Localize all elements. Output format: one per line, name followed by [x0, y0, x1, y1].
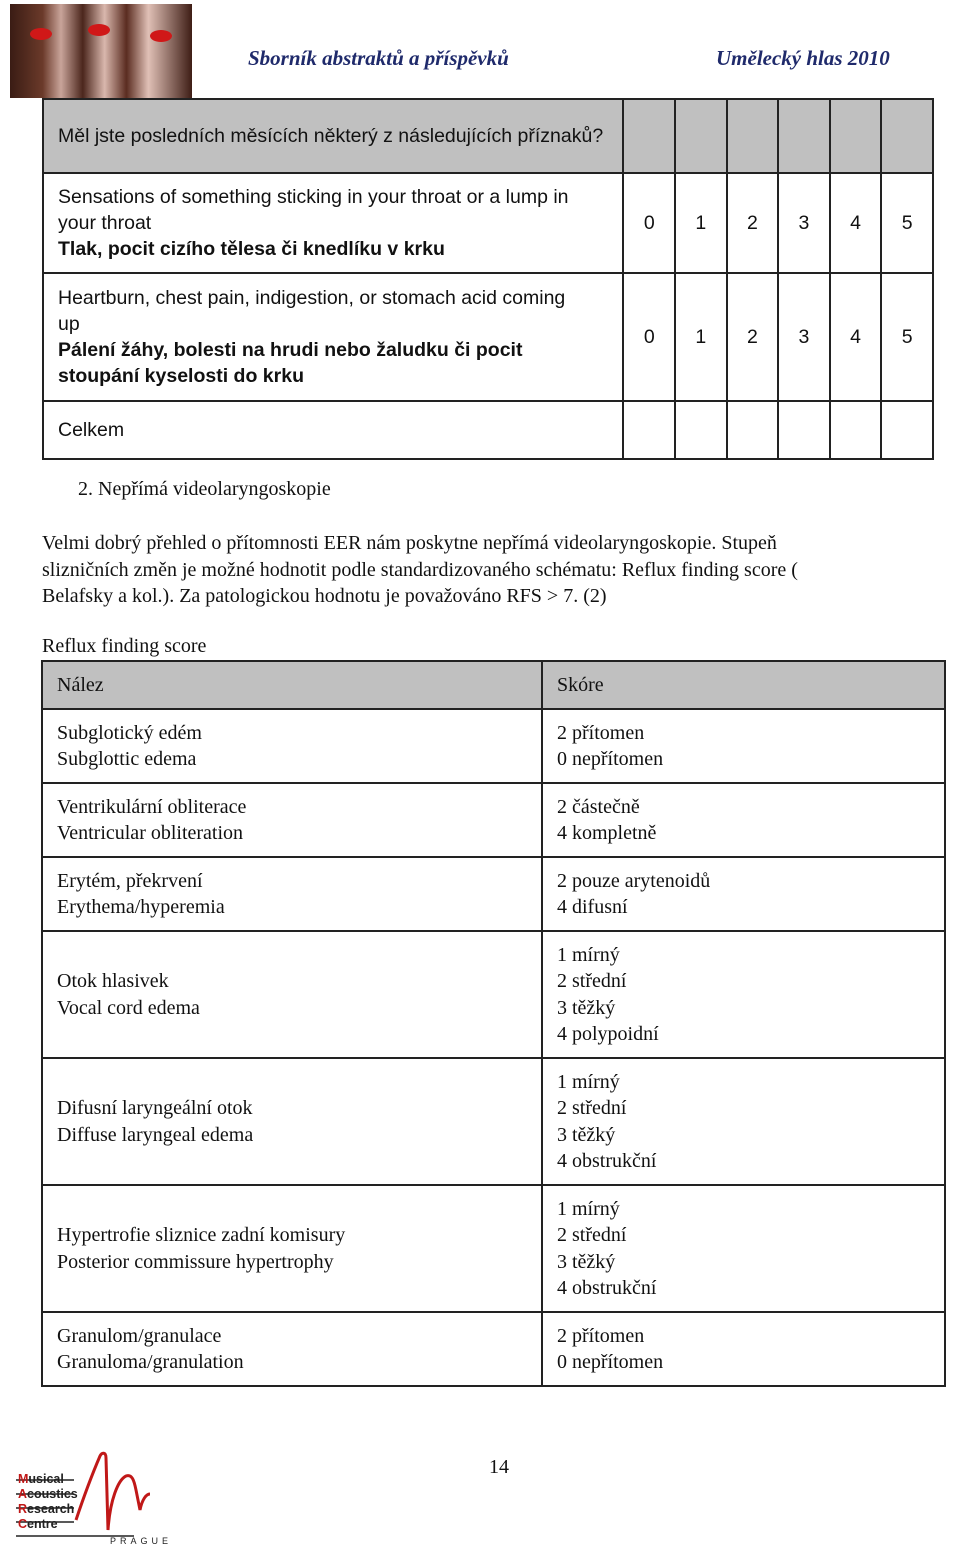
- column-header: Skóre: [542, 661, 945, 709]
- logo-word: Acoustics: [18, 1487, 78, 1501]
- table-row: [43, 99, 933, 173]
- table-caption: Reflux finding score: [42, 635, 207, 657]
- score-option: 0: [623, 273, 675, 401]
- score-cell: 2 přítomen 0 nepřítomen: [542, 1312, 945, 1386]
- table-row: [42, 709, 945, 783]
- score-option: 0: [623, 173, 675, 273]
- question-cell: Měl jste posledních měsících některý z následujících příznaků?: [43, 99, 623, 173]
- score-cell: 1 mírný 2 střední 3 těžký 4 obstrukční: [542, 1185, 945, 1312]
- header-title-right: Umělecký hlas 2010: [716, 46, 890, 70]
- section-heading: 2. Nepřímá videolaryngoskopie: [78, 478, 331, 500]
- finding-cell: Difusní laryngeální otok Diffuse laryngeal edema: [42, 1058, 542, 1185]
- lips-decoration: [88, 24, 110, 36]
- table-row: [42, 1058, 945, 1185]
- header-artwork-image: [10, 4, 192, 98]
- score-option: 3: [778, 273, 830, 401]
- finding-cell: Hypertrofie sliznice zadní komisury Posterior commissure hypertrophy: [42, 1185, 542, 1312]
- table-row: [43, 401, 933, 459]
- score-option: 1: [675, 273, 727, 401]
- score-cell: 2 pouze arytenoidů 4 difusní: [542, 857, 945, 931]
- finding-cell: Granulom/granulace Granuloma/granulation: [42, 1312, 542, 1386]
- score-option: 3: [778, 173, 830, 273]
- symptom-cell: Sensations of something sticking in your throat or a lump in your throat Tlak, pocit cizího tělesa či knedlíku v krku: [43, 173, 623, 273]
- table-row: [42, 1312, 945, 1386]
- lips-decoration: [150, 30, 172, 42]
- score-option: 5: [881, 173, 933, 273]
- table-row: [43, 173, 933, 273]
- table-row: [43, 273, 933, 401]
- score-option: 5: [881, 273, 933, 401]
- logo-city: PRAGUE: [110, 1536, 173, 1546]
- header-title-left: Sborník abstraktů a příspěvků: [248, 46, 509, 70]
- column-header: Nález: [42, 661, 542, 709]
- lips-decoration: [30, 28, 52, 40]
- finding-cell: Subglotický edém Subglottic edema: [42, 709, 542, 783]
- logo-word: Centre: [18, 1517, 58, 1531]
- table-row: [42, 783, 945, 857]
- finding-cell: Otok hlasivek Vocal cord edema: [42, 931, 542, 1058]
- symptom-cell: Heartburn, chest pain, indigestion, or stomach acid coming up Pálení žáhy, bolesti na hrudi nebo žaludku či pocit stoupání kyselosti do krku: [43, 273, 623, 401]
- table-row: [42, 857, 945, 931]
- macr-logo: [14, 1450, 173, 1546]
- score-option: 2: [727, 273, 779, 401]
- score-option: 4: [830, 173, 882, 273]
- table-row: [42, 931, 945, 1058]
- table-row: [42, 1185, 945, 1312]
- finding-cell: Erytém, překrvení Erythema/hyperemia: [42, 857, 542, 931]
- score-option: 2: [727, 173, 779, 273]
- symptom-questionnaire-table: [42, 98, 934, 460]
- logo-word: Research: [18, 1502, 75, 1516]
- table-header-row: [42, 661, 945, 709]
- body-paragraph: Velmi dobrý přehled o přítomnosti EER nám poskytne nepřímá videolaryngoskopie. Stupeň slizničních změn je možné hodnotit podle standardizovaného schématu: Reflux finding score ( Belafsky a kol.). Za patologickou hodnotu je považováno RFS > 7. (2): [42, 532, 798, 607]
- finding-cell: Ventrikulární obliterace Ventricular obliteration: [42, 783, 542, 857]
- score-cell: 1 mírný 2 střední 3 těžký 4 obstrukční: [542, 1058, 945, 1185]
- total-label-cell: Celkem: [43, 401, 623, 459]
- score-cell: 1 mírný 2 střední 3 těžký 4 polypoidní: [542, 931, 945, 1058]
- score-cell: 2 částečně 4 kompletně: [542, 783, 945, 857]
- score-option: 4: [830, 273, 882, 401]
- logo-word: Musical: [18, 1472, 64, 1486]
- score-cell: 2 přítomen 0 nepřítomen: [542, 709, 945, 783]
- page-number: 14: [489, 1456, 509, 1478]
- score-option: 1: [675, 173, 727, 273]
- reflux-finding-score-table: [41, 660, 946, 1387]
